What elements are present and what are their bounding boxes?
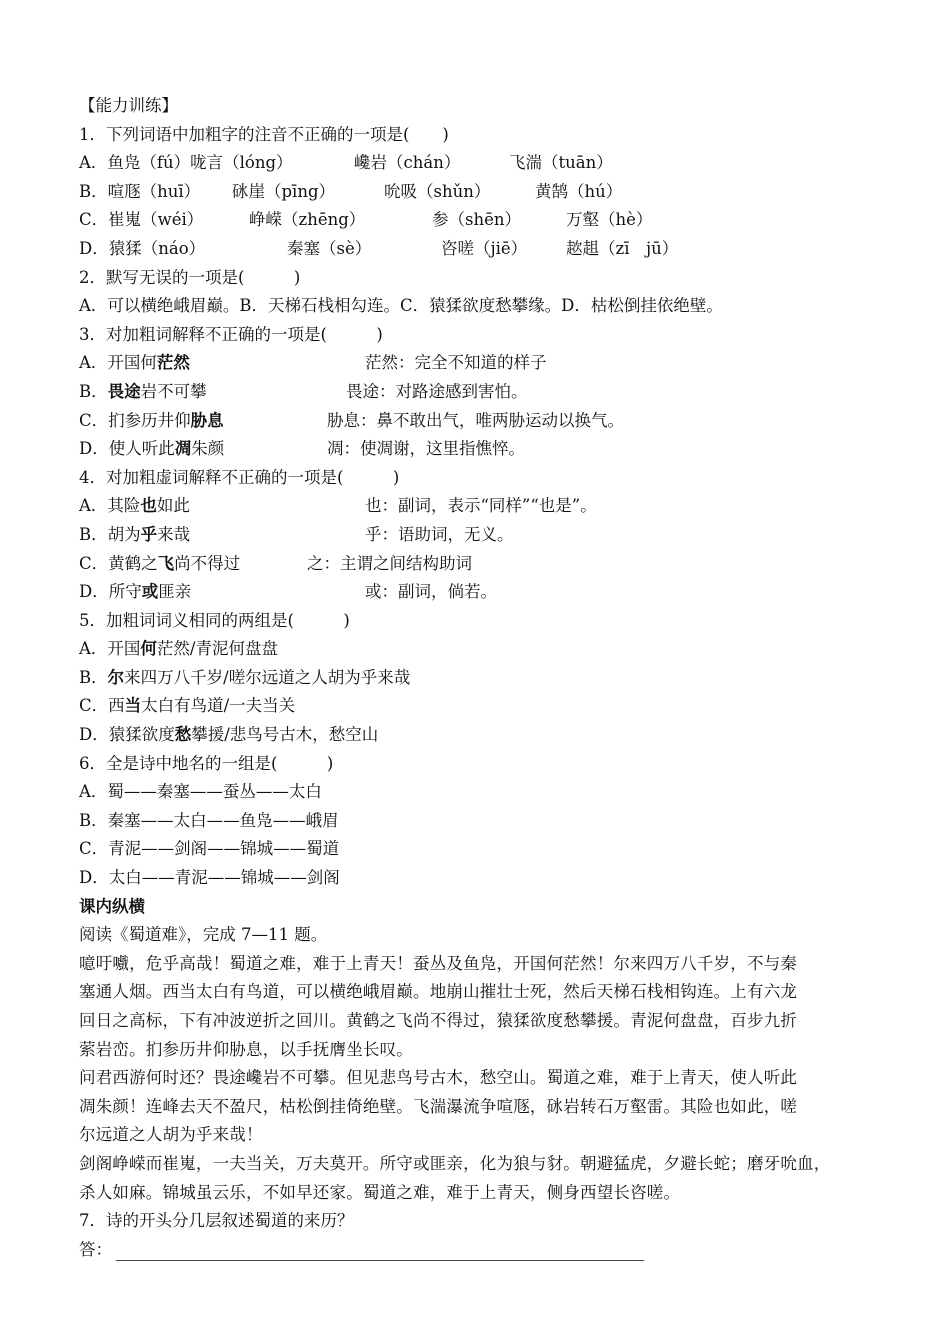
option-c-part-4: 万壑（hè） [566, 210, 653, 230]
option-c-part-3: 参（shēn） [432, 210, 521, 230]
question-5-option-c [79, 692, 889, 721]
option-text: C．黄鹤之 [79, 553, 158, 573]
question-4-stem: 4．对加粗虚词解释不正确的一项是( ) [79, 467, 400, 487]
option-a-part-1: A．鱼凫（fú）咙言（lóng） [79, 153, 293, 173]
option-text: 茫然/青泥何盘盘 [156, 639, 278, 659]
poem-line: 凋朱颜！连峰去天不盈尺，枯松倒挂倚绝壁。飞湍瀑流争喧豗，砯岩转石万壑雷。其险也如此，嗟 [79, 1096, 798, 1116]
option-c-part-1: C．崔嵬（wéi） [79, 210, 204, 230]
question-4-option-d [79, 578, 889, 607]
option-d-part-4: 趑趄（zī jū） [566, 238, 679, 258]
explanation: 畏途：对路途感到害怕。 [346, 381, 528, 401]
option-b-part-3: 吮吸（shǔn） [384, 181, 491, 201]
question-4-option-a [79, 492, 889, 521]
option-text: 来哉 [157, 524, 191, 544]
option-b-part-4: 黄鹄（hú） [535, 181, 623, 201]
question-4-option-c [79, 550, 889, 579]
bold-word: 飞 [157, 553, 175, 573]
question-3-option-c [79, 407, 889, 436]
explanation: 之：主谓之间结构助词 [307, 553, 472, 573]
bold-word: 也 [140, 496, 157, 516]
question-3-option-d [79, 435, 889, 464]
bold-word: 乎 [140, 524, 158, 544]
bold-word: 凋 [174, 439, 192, 459]
question-5-stem: 5．加粗词词义相同的两组是( ) [79, 610, 350, 630]
option-text: 太白有鸟道/一夫当关 [141, 696, 296, 716]
option-b-part-2: 砯崖（pīng） [232, 181, 336, 201]
bold-word: 当 [124, 696, 142, 716]
question-1-option-a [79, 149, 889, 178]
question-3-stem: 3．对加粗词解释不正确的一项是( ) [79, 324, 383, 344]
option-text: D．使人听此 [79, 439, 175, 459]
section-title: 【能力训练】 [79, 96, 178, 115]
answer-row [79, 1236, 889, 1265]
question-3-option-a [79, 349, 889, 378]
question-6-stem: 6．全是诗中地名的一组是( ) [79, 753, 334, 773]
poem-line: 剑阁峥嵘而崔嵬，一夫当关，万夫莫开。所守或匪亲，化为狼与豺。朝避猛虎，夕避长蛇；磨牙吮血， [79, 1153, 831, 1173]
poem-line: 问君西游何时还？畏途巉岩不可攀。但见悲鸟号古木，愁空山。蜀道之难，难于上青天，使人听此 [79, 1068, 798, 1088]
poem-line: 萦岩峦。扪参历井仰胁息，以手抚膺坐长叹。 [79, 1039, 413, 1059]
explanation: 胁息：鼻不敢出气，唯两胁运动以换气。 [327, 410, 624, 430]
poem-line: 塞通人烟。西当太白有鸟道，可以横绝峨眉巅。地崩山摧壮士死，然后天梯石栈相钩连。上有六龙 [79, 982, 798, 1002]
option-d-part-3: 咨嗟（jiē） [441, 238, 528, 258]
explanation: 或：副词，倘若。 [365, 582, 497, 602]
option-text: C．西 [79, 696, 125, 716]
explanation: 乎：语助词，无义。 [365, 524, 514, 544]
option-c-part-2: 峥嵘（zhēng） [249, 210, 366, 230]
question-2-options: A．可以横绝峨眉巅。B．天梯石栈相勾连。C．猿猱欲度愁攀缘。D．枯松倒挂依绝壁。 [79, 296, 723, 316]
reading-intro: 阅读《蜀道难》，完成 7—11 题。 [79, 925, 328, 945]
option-text: 匪亲 [158, 582, 192, 602]
bold-word: 茫然 [156, 353, 190, 373]
question-1-option-b [79, 178, 889, 207]
bold-word: 或 [141, 582, 159, 602]
bold-word: 尔 [107, 667, 125, 687]
option-text: 攀援/悲鸟号古木，愁空山 [191, 725, 379, 745]
option-text: A．其险 [79, 496, 141, 516]
bold-word: 畏途 [107, 381, 141, 401]
option-text: D．所守 [79, 582, 142, 602]
option-text: C．扪参历井仰 [79, 410, 191, 430]
option-text: 尚不得过 [174, 553, 241, 573]
option-text: 如此 [156, 496, 190, 516]
option-text: D．猿猱欲度 [79, 725, 175, 745]
worksheet-page [79, 92, 889, 1264]
option-text: A．开国何 [79, 353, 157, 373]
answer-blank-line[interactable] [116, 1240, 644, 1261]
question-6-option-b: B．秦塞——太白——鱼凫——峨眉 [79, 810, 339, 830]
section-2-title: 课内纵横 [79, 896, 145, 916]
option-d-part-1: D．猿猱（náo） [79, 238, 206, 258]
question-2-stem: 2．默写无误的一项是( ) [79, 267, 301, 287]
poem-line: 杀人如麻。锦城虽云乐，不如早还家。蜀道之难，难于上青天，侧身西望长咨嗟。 [79, 1182, 681, 1202]
poem-line: 回日之高标，下有冲波逆折之回川。黄鹤之飞尚不得过，猿猱欲度愁攀援。青泥何盘盘，百步九折 [79, 1011, 798, 1030]
option-a-part-2: 巉岩（chán） [354, 153, 461, 173]
question-1-option-d [79, 235, 889, 264]
explanation: 也：副词，表示“同样”“也是”。 [365, 496, 597, 516]
option-text: B． [79, 667, 108, 687]
option-text: 岩不可攀 [140, 381, 207, 401]
option-a-part-3: 飞湍（tuān） [509, 153, 613, 173]
option-b-part-1: B．喧豗（huī） [79, 181, 201, 201]
answer-label: 答： [79, 1239, 112, 1259]
question-6-option-c: C．青泥——剑阁——锦城——蜀道 [79, 839, 340, 859]
option-text: 朱颜 [191, 439, 225, 459]
question-6-option-d: D．太白——青泥——锦城——剑阁 [79, 868, 340, 888]
bold-word: 何 [140, 639, 157, 659]
question-3-option-b [79, 378, 889, 407]
bold-word: 愁 [174, 725, 192, 745]
option-text: B．胡为 [79, 524, 141, 544]
question-5-option-a [79, 635, 889, 664]
poem-text [79, 950, 889, 1207]
option-d-part-2: 秦塞（sè） [287, 238, 372, 258]
question-6-option-a: A．蜀——秦塞——蚕丛——太白 [79, 782, 322, 802]
explanation: 凋：使凋谢，这里指憔悴。 [327, 439, 525, 459]
question-1-option-c [79, 206, 889, 235]
poem-line: 噫吁嚱，危乎高哉！蜀道之难，难于上青天！蚕丛及鱼凫，开国何茫然！尔来四万八千岁，不与秦 [79, 953, 798, 973]
question-7-stem: 7．诗的开头分几层叙述蜀道的来历？ [79, 1211, 354, 1231]
poem-line: 尔远道之人胡为乎来哉！ [79, 1125, 263, 1145]
bold-word: 胁息 [190, 410, 224, 430]
question-4-option-b [79, 521, 889, 550]
question-1-stem: 1．下列词语中加粗字的注音不正确的一项是( ) [79, 124, 449, 144]
option-text: A．开国 [79, 639, 141, 659]
explanation: 茫然：完全不知道的样子 [365, 353, 547, 373]
question-5-option-b [79, 664, 889, 693]
option-text: B． [79, 381, 108, 401]
question-5-option-d [79, 721, 889, 750]
option-text: 来四万八千岁/嗟尔远道之人胡为乎来哉 [124, 667, 411, 687]
